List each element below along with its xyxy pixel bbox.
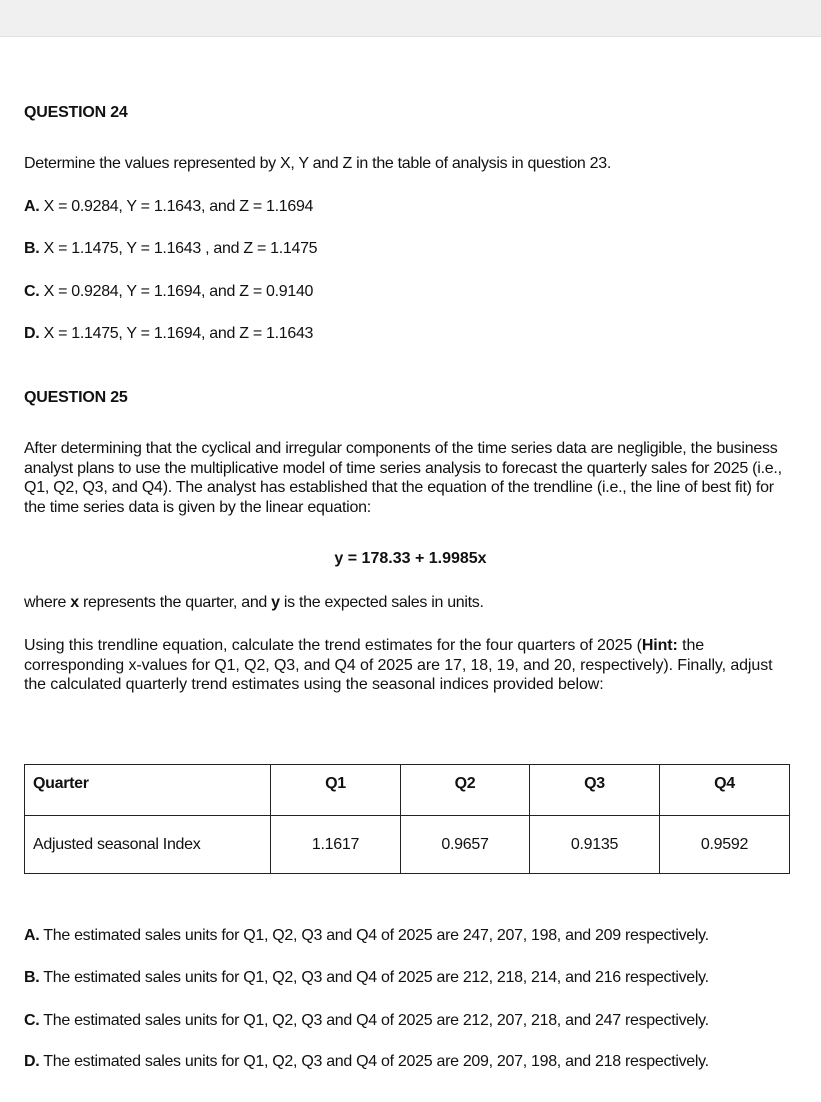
table-row — [25, 816, 790, 874]
question-25-intro: After determining that the cyclical and irregular components of the time series data are negligible, the business analyst plans to use the multiplicative model of time series analysis to forecast the quarterly sales for 2025 (i.e., Q1, Q2, Q3, and Q4). The analyst has established that the equation of the trendline (i.e., the line of best fit) for the time series data is given by the linear equation: — [24, 440, 782, 516]
y-variable: y — [271, 594, 280, 611]
option-text: The estimated sales units for Q1, Q2, Q3 and Q4 of 2025 are 209, 207, 198, and 218 respectively. — [43, 1053, 709, 1070]
cell-q2: 0.9657 — [401, 816, 530, 874]
header-q1: Q1 — [271, 765, 401, 816]
q25-option-b[interactable] — [24, 969, 709, 987]
header-q2: Q2 — [401, 765, 530, 816]
q25-option-c[interactable] — [24, 1012, 709, 1030]
option-text: X = 1.1475, Y = 1.1643 , and Z = 1.1475 — [43, 240, 318, 257]
option-letter: D. — [24, 325, 40, 342]
instruction-paragraph — [24, 636, 794, 695]
option-text: The estimated sales units for Q1, Q2, Q3 and Q4 of 2025 are 247, 207, 198, and 209 respectively. — [43, 927, 709, 944]
q24-option-a[interactable] — [24, 198, 313, 216]
option-letter: D. — [24, 1053, 40, 1070]
option-letter: A. — [24, 927, 40, 944]
option-letter: A. — [24, 198, 40, 215]
browser-top-bar — [0, 0, 821, 37]
question-24-prompt: Determine the values represented by X, Y and Z in the table of analysis in question 23. — [24, 155, 612, 172]
question-24-title: QUESTION 24 — [24, 104, 128, 121]
x-variable: x — [70, 594, 79, 611]
q25-option-d[interactable] — [24, 1053, 709, 1071]
option-text: X = 1.1475, Y = 1.1694, and Z = 1.1643 — [43, 325, 314, 342]
option-letter: C. — [24, 283, 40, 300]
option-letter: C. — [24, 1012, 40, 1029]
header-q3: Q3 — [530, 765, 660, 816]
instruction-part-1: Using this trendline equation, calculate the trend estimates for the four quarters of 2025 ( — [24, 637, 642, 654]
cell-q4: 0.9592 — [660, 816, 790, 874]
where-part-1: where — [24, 594, 71, 611]
hint-label: Hint: — [641, 637, 678, 654]
where-part-3: is the expected sales in units. — [279, 594, 484, 611]
seasonal-index-table — [24, 764, 790, 874]
instruction-part-2: the corresponding x-values for Q1, Q2, Q3, and Q4 of 2025 are 17, 18, 19, and 20, respectively). Finally, adjust the calculated quarterly trend estimates using the seasonal indices provided below: — [24, 637, 773, 693]
q24-option-b[interactable] — [24, 240, 317, 258]
header-quarter: Quarter — [25, 765, 271, 816]
option-text: The estimated sales units for Q1, Q2, Q3 and Q4 of 2025 are 212, 207, 218, and 247 respectively. — [43, 1012, 709, 1029]
trendline-equation: y = 178.33 + 1.9985x — [334, 550, 487, 567]
q24-option-c[interactable] — [24, 283, 313, 301]
where-part-2: represents the quarter, and — [78, 594, 272, 611]
q24-option-d[interactable] — [24, 325, 313, 343]
header-q4: Q4 — [660, 765, 790, 816]
table-header-row — [25, 765, 790, 816]
q25-option-a[interactable] — [24, 927, 709, 945]
option-text: X = 0.9284, Y = 1.1694, and Z = 0.9140 — [43, 283, 314, 300]
row-label: Adjusted seasonal Index — [25, 816, 271, 874]
question-25-title: QUESTION 25 — [24, 389, 128, 406]
option-text: The estimated sales units for Q1, Q2, Q3 and Q4 of 2025 are 212, 218, 214, and 216 respectively. — [43, 969, 709, 986]
cell-q1: 1.1617 — [271, 816, 401, 874]
option-letter: B. — [24, 969, 40, 986]
variable-definitions — [24, 594, 484, 612]
option-text: X = 0.9284, Y = 1.1643, and Z = 1.1694 — [43, 198, 314, 215]
option-letter: B. — [24, 240, 40, 257]
cell-q3: 0.9135 — [530, 816, 660, 874]
